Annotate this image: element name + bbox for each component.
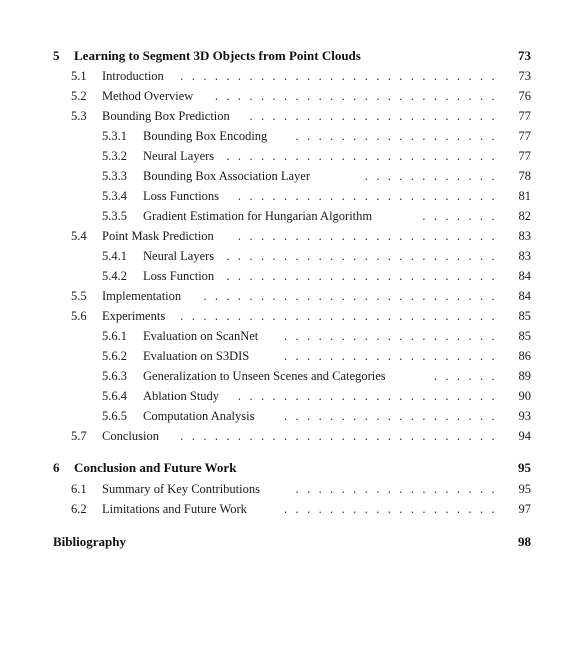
- toc-entry-5-6-3[interactable]: [0, 366, 573, 386]
- entry-number: 5.7: [71, 429, 87, 443]
- dot-leader: ...................: [284, 349, 503, 363]
- entry-page: 76: [518, 89, 531, 103]
- entry-title: Experiments: [102, 309, 166, 323]
- entry-page: 95: [518, 482, 531, 496]
- chapter-title: Conclusion and Future Work: [74, 460, 237, 475]
- entry-title: Introduction: [102, 69, 164, 83]
- toc-entry-5-6[interactable]: [0, 306, 573, 326]
- entry-number: 5.6: [71, 309, 87, 323]
- entry-page: 77: [518, 109, 531, 123]
- entry-page: 94: [518, 429, 531, 443]
- chapter-page: 73: [518, 48, 531, 63]
- dot-leader: ............: [364, 169, 503, 183]
- toc-entry-6-1[interactable]: [0, 479, 573, 499]
- entry-number: 6.2: [71, 502, 87, 516]
- entry-number: 5.3.3: [102, 169, 127, 183]
- entry-page: 77: [518, 149, 531, 163]
- dot-leader: ............................: [180, 69, 503, 83]
- entry-title: Evaluation on ScanNet: [143, 329, 259, 343]
- dot-leader: ......................: [249, 109, 503, 123]
- entry-number: 5.3.2: [102, 149, 127, 163]
- dot-leader: ......: [433, 369, 503, 383]
- entry-title: Evaluation on S3DIS: [143, 349, 250, 363]
- entry-title: Summary of Key Contributions: [102, 482, 260, 496]
- dot-leader: ..................: [295, 482, 503, 496]
- entry-number: 5.3.1: [102, 129, 127, 143]
- toc-entry-5-6-2[interactable]: [0, 346, 573, 366]
- toc-chapter-5[interactable]: [0, 46, 573, 66]
- entry-page: 84: [518, 269, 531, 283]
- entry-number: 5.6.1: [102, 329, 127, 343]
- chapter-page: 95: [518, 460, 531, 475]
- entry-title: Method Overview: [102, 89, 194, 103]
- entry-title: Loss Function: [143, 269, 215, 283]
- entry-number: 5.4.1: [102, 249, 127, 263]
- bibliography-title: Bibliography: [53, 534, 126, 549]
- toc-entry-5-4[interactable]: [0, 226, 573, 246]
- entry-number: 5.1: [71, 69, 87, 83]
- entry-number: 5.2: [71, 89, 87, 103]
- toc-entry-5-4-2[interactable]: [0, 266, 573, 286]
- entry-page: 90: [518, 389, 531, 403]
- entry-page: 83: [518, 249, 531, 263]
- entry-number: 5.6.3: [102, 369, 127, 383]
- toc-entry-6-2[interactable]: [0, 499, 573, 519]
- chapter-number: 6: [53, 460, 60, 475]
- dot-leader: .......................: [237, 229, 503, 243]
- entry-title: Neural Layers: [143, 149, 215, 163]
- dot-leader: ............................: [180, 309, 503, 323]
- toc-entry-5-3-5[interactable]: [0, 206, 573, 226]
- dot-leader: ...................: [284, 502, 503, 516]
- entry-number: 5.6.2: [102, 349, 127, 363]
- toc-entry-5-3-3[interactable]: [0, 166, 573, 186]
- entry-number: 5.4.2: [102, 269, 127, 283]
- entry-number: 5.6.5: [102, 409, 127, 423]
- toc-chapter-6[interactable]: [0, 458, 573, 478]
- bibliography-page: 98: [518, 534, 531, 549]
- toc-entry-5-7[interactable]: [0, 426, 573, 446]
- entry-page: 73: [518, 69, 531, 83]
- entry-title: Ablation Study: [143, 389, 220, 403]
- dot-leader: ...................: [284, 329, 503, 343]
- entry-page: 85: [518, 309, 531, 323]
- entry-title: Bounding Box Association Layer: [143, 169, 310, 183]
- entry-title: Bounding Box Encoding: [143, 129, 268, 143]
- toc-entry-5-6-5[interactable]: [0, 406, 573, 426]
- toc-bibliography[interactable]: [0, 532, 573, 552]
- entry-title: Gradient Estimation for Hungarian Algorithm: [143, 209, 373, 223]
- chapter-title: Learning to Segment 3D Objects from Point Clouds: [74, 48, 361, 63]
- dot-leader: ............................: [180, 429, 503, 443]
- dot-leader: ...................: [284, 409, 503, 423]
- toc-entry-5-6-1[interactable]: [0, 326, 573, 346]
- toc-entry-5-3[interactable]: [0, 106, 573, 126]
- dot-leader: .........................: [214, 89, 503, 103]
- dot-leader: ........................: [226, 249, 503, 263]
- entry-title: Conclusion: [102, 429, 159, 443]
- dot-leader: ..................: [295, 129, 503, 143]
- chapter-number: 5: [53, 48, 60, 63]
- entry-number: 5.3: [71, 109, 87, 123]
- entry-page: 81: [518, 189, 531, 203]
- entry-page: 93: [518, 409, 531, 423]
- entry-number: 5.3.5: [102, 209, 127, 223]
- entry-page: 89: [518, 369, 531, 383]
- toc-entry-5-6-4[interactable]: [0, 386, 573, 406]
- toc-entry-5-5[interactable]: [0, 286, 573, 306]
- entry-page: 86: [518, 349, 531, 363]
- toc-entry-5-3-1[interactable]: [0, 126, 573, 146]
- entry-title: Implementation: [102, 289, 182, 303]
- toc-entry-5-3-2[interactable]: [0, 146, 573, 166]
- entry-number: 5.4: [71, 229, 87, 243]
- entry-title: Point Mask Prediction: [102, 229, 214, 243]
- dot-leader: .......................: [237, 189, 503, 203]
- entry-title: Computation Analysis: [143, 409, 255, 423]
- toc-entry-5-4-1[interactable]: [0, 246, 573, 266]
- dot-leader: ..........................: [203, 289, 503, 303]
- entry-number: 5.6.4: [102, 389, 127, 403]
- entry-page: 97: [518, 502, 531, 516]
- entry-page: 84: [518, 289, 531, 303]
- entry-title: Generalization to Unseen Scenes and Categories: [143, 369, 386, 383]
- entry-page: 77: [518, 129, 531, 143]
- dot-leader: .......................: [237, 389, 503, 403]
- toc-entry-5-1[interactable]: [0, 66, 573, 86]
- entry-page: 82: [518, 209, 531, 223]
- entry-page: 85: [518, 329, 531, 343]
- dot-leader: .......: [422, 209, 503, 223]
- entry-page: 78: [518, 169, 531, 183]
- entry-number: 6.1: [71, 482, 87, 496]
- dot-leader: ........................: [226, 269, 503, 283]
- entry-title: Loss Functions: [143, 189, 220, 203]
- entry-page: 83: [518, 229, 531, 243]
- entry-number: 5.5: [71, 289, 87, 303]
- entry-title: Limitations and Future Work: [102, 502, 247, 516]
- toc-entry-5-3-4[interactable]: [0, 186, 573, 206]
- entry-number: 5.3.4: [102, 189, 127, 203]
- dot-leader: ........................: [226, 149, 503, 163]
- entry-title: Neural Layers: [143, 249, 215, 263]
- toc-entry-5-2[interactable]: [0, 86, 573, 106]
- entry-title: Bounding Box Prediction: [102, 109, 230, 123]
